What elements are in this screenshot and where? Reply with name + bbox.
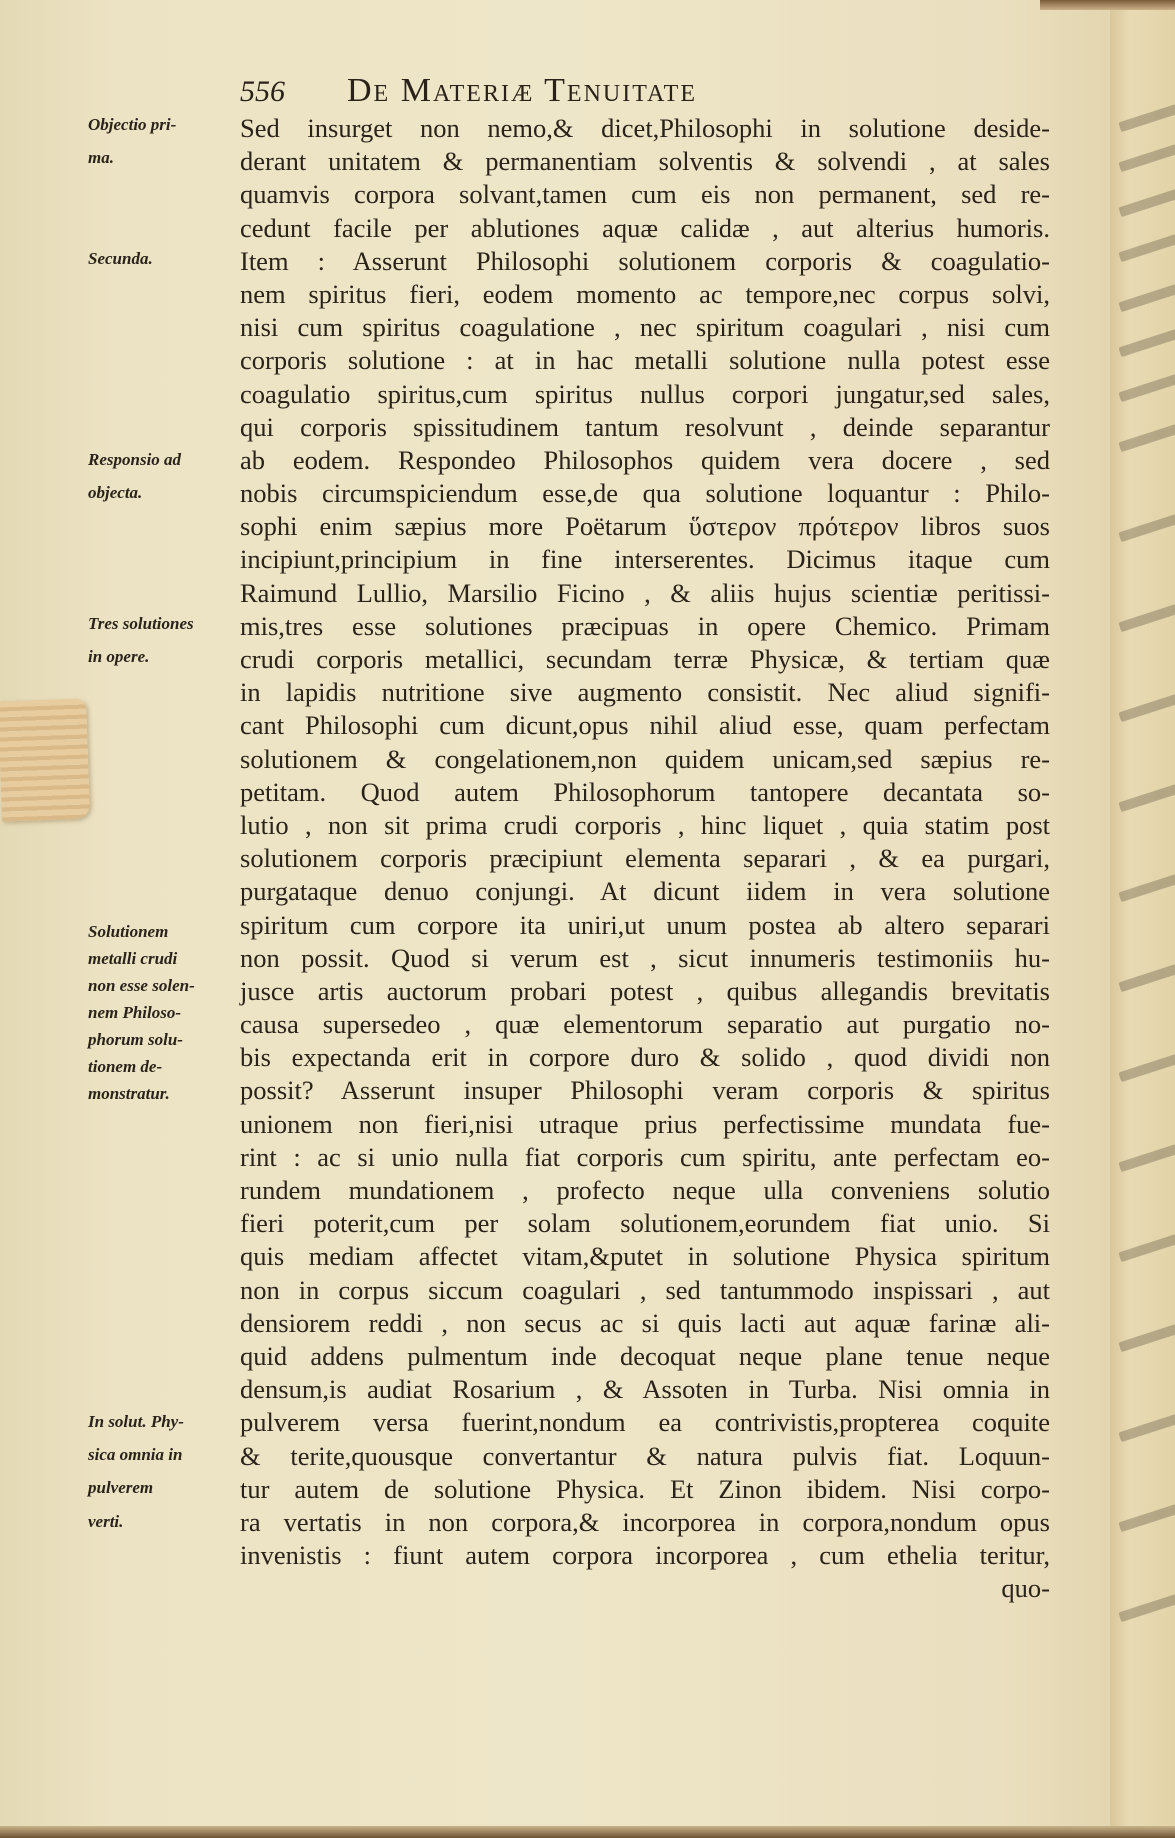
margin-note: Tres solutiones in opere.	[88, 614, 194, 667]
body-text	[240, 112, 1050, 1605]
text-line: densiorem reddi , non secus ac si quis lacti aut aquæ farinæ ali-	[240, 1307, 1050, 1338]
text-line: non in corpus siccum coagulari , sed tantummodo inspissari , aut	[240, 1274, 1050, 1305]
text-line: nisi cum spiritus coagulatione , nec spiritum coagulari , nisi cum	[240, 312, 1050, 343]
text-line: corporis solutione : at in hac metalli solutione nulla potest esse	[240, 345, 1050, 376]
binding-edge	[1040, 0, 1175, 10]
text-line: & terite,quousque convertantur & natura pulvis fiat. Loquun-	[240, 1440, 1050, 1471]
text-line: ab eodem. Respondeo Philosophos quidem vera docere , sed	[240, 444, 1050, 475]
text-line: qui corporis spissitudinem tantum resolvunt , deinde separantur	[240, 411, 1050, 442]
page-number: 556	[240, 75, 285, 108]
text-line: quid addens pulmentum inde decoquat neque plane tenue neque	[240, 1340, 1050, 1371]
text-line: pulverem versa fuerint,nondum ea contrivistis,propterea coquite	[240, 1407, 1050, 1438]
margin-note: Secunda.	[88, 249, 153, 268]
text-line: rint : ac si unio nulla fiat corporis cum spiritu, ante perfectam eo-	[240, 1141, 1050, 1172]
text-line: solutionem corporis præcipiunt elementa separari , & ea purgari,	[240, 843, 1050, 874]
margin-note: Solutionem metalli crudi non esse solen- nem Philoso- phorum solu- tionem de- monstratur.	[88, 922, 195, 1103]
text-line: coagulatio spiritus,cum spiritus nullus corpori jungatur,sed sales,	[240, 378, 1050, 409]
text-line: Item : Asserunt Philosophi solutionem corporis & coagulatio-	[240, 245, 1050, 276]
text-line: possit? Asserunt insuper Philosophi veram corporis & spiritus	[240, 1075, 1050, 1106]
text-line: spiritum cum corpore ita uniri,ut unum postea ab altero separari	[240, 909, 1050, 940]
margin-note: Objectio pri- ma.	[88, 115, 177, 168]
text-line: Sed insurget non nemo,& dicet,Philosophi in solutione deside-	[240, 113, 1050, 143]
text-line: fieri poterit,cum per solam solutionem,eorundem fiat unio. Si	[240, 1208, 1050, 1239]
text-line: cedunt facile per ablutiones aquæ calidæ , aut alterius humoris.	[240, 212, 1050, 243]
margin-note: In solut. Phy- sica omnia in pulverem verti.	[88, 1412, 184, 1531]
paper-bookmark-tab	[0, 699, 90, 822]
text-line: quis mediam affectet vitam,&putet in solutione Physica spiritum	[240, 1241, 1050, 1272]
text-line: derant unitatem & permanentiam solventis & solvendi , at sales	[240, 146, 1050, 177]
text-line: nobis circumspiciendum esse,de qua solutione loquantur : Philo-	[240, 478, 1050, 509]
adjacent-page-edge	[1110, 0, 1175, 1838]
text-line: lutio , non sit prima crudi corporis , hinc liquet , quia statim post	[240, 809, 1050, 840]
text-line: Raimund Lullio, Marsilio Ficino , & aliis hujus scientiæ peritissi-	[240, 577, 1050, 608]
page-bottom-edge	[0, 1826, 1175, 1838]
text-line: rundem mundationem , profecto neque ulla conveniens solutio	[240, 1175, 1050, 1205]
text-line: quamvis corpora solvant,tamen cum eis non permanent, sed re-	[240, 179, 1050, 210]
text-line: jusce artis auctorum probari potest , quibus allegandis brevitatis	[240, 975, 1050, 1006]
text-line: tur autem de solutione Physica. Et Zinon ibidem. Nisi corpo-	[240, 1473, 1050, 1504]
text-line: bis expectanda erit in corpore duro & solido , quod dividi non	[240, 1042, 1050, 1073]
text-line: densum,is audiat Rosarium , & Assoten in Turba. Nisi omnia in	[240, 1374, 1050, 1405]
catchword: quo-	[1001, 1573, 1050, 1604]
text-line: invenistis : fiunt autem corpora incorporea , cum ethelia teritur,	[240, 1540, 1050, 1571]
text-line: ra vertatis in non corpora,& incorporea in corpora,nondum opus	[240, 1506, 1050, 1537]
text-line: unionem non fieri,nisi utraque prius perfectissime mundata fue-	[240, 1108, 1050, 1139]
text-line: petitam. Quod autem Philosophorum tantopere decantata so-	[240, 776, 1050, 807]
text-line: nem spiritus fieri, eodem momento ac tempore,nec corpus solvi,	[240, 278, 1050, 309]
text-line: solutionem & congelationem,non quidem unicam,sed sæpius re-	[240, 743, 1050, 774]
running-head	[240, 72, 960, 110]
margin-note: Responsio ad objecta.	[88, 450, 182, 503]
page-title: De Materiæ Tenuitate	[347, 72, 697, 109]
text-line: sophi enim sæpius more Poëtarum ὕστερον πρότερον libros suos	[240, 511, 1050, 542]
text-line: non possit. Quod si verum est , sicut innumeris testimoniis hu-	[240, 942, 1050, 973]
text-line: mis,tres esse solutiones præcipuas in opere Chemico. Primam	[240, 610, 1050, 641]
text-line: cant Philosophi cum dicunt,opus nihil aliud esse, quam perfectam	[240, 710, 1050, 741]
text-line: incipiunt,principium in fine interserentes. Dicimus itaque cum	[240, 544, 1050, 575]
text-line: purgataque denuo conjungi. At dicunt iidem in vera solutione	[240, 876, 1050, 907]
text-line: in lapidis nutritione sive augmento consistit. Nec aliud signifi-	[240, 677, 1050, 708]
text-line: crudi corporis metallici, secundam terræ Physicæ, & tertiam quæ	[240, 644, 1050, 674]
text-line: causa supersedeo , quæ elementorum separatio aut purgatio no-	[240, 1009, 1050, 1040]
